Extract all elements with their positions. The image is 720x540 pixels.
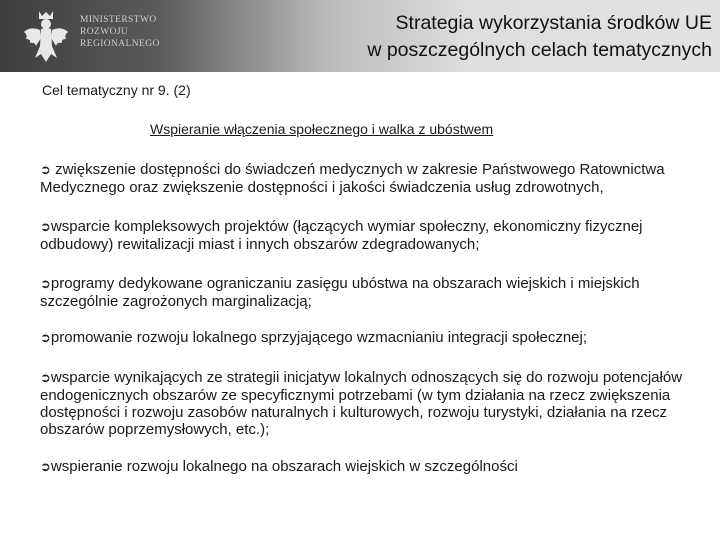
list-item <box>40 218 690 253</box>
list-item-text: zwiększenie dostępności do świadczeń medycznych w zakresie Państwowego Ratownictwa Medycznego oraz zwiększenie dostępności i jakości świadczenia usług zdrowotnych, <box>40 161 665 196</box>
list-item-text: programy dedykowane ograniczaniu zasięgu ubóstwa na obszarach wiejskich i miejskich szczególnie zagrożonych marginalizacją; <box>40 275 640 310</box>
arrow-right-icon: ➲ <box>40 460 51 475</box>
list-item <box>40 329 690 347</box>
section-title: Wspieranie włączenia społecznego i walka z ubóstwem <box>150 121 494 137</box>
ministry-name <box>80 14 190 50</box>
arrow-right-icon: ➲ <box>40 331 51 346</box>
ministry-line: REGIONALNEGO <box>80 39 160 49</box>
arrow-right-icon: ➲ <box>40 163 51 178</box>
list-item <box>40 161 690 196</box>
list-item <box>40 275 690 310</box>
ministry-line: MINISTERSTWO <box>80 15 157 25</box>
ministry-line: ROZWOJU <box>80 27 129 37</box>
list-item-text: wspieranie rozwoju lokalnego na obszarach wiejskich w szczególności <box>50 458 518 475</box>
list-item-text: promowanie rozwoju lokalnego sprzyjającego wzmacnianiu integracji społecznej; <box>50 329 588 346</box>
list-item <box>40 458 690 476</box>
page-title-line: w poszczególnych celach tematycznych <box>367 39 712 61</box>
thematic-goal-label: Cel tematyczny nr 9. (2) <box>42 82 191 98</box>
page-title-line: Strategia wykorzystania środków UE <box>395 12 712 34</box>
bullet-list <box>40 161 690 476</box>
arrow-right-icon: ➲ <box>40 220 51 235</box>
arrow-right-icon: ➲ <box>40 371 51 386</box>
list-item-text: wsparcie wynikających ze strategii inicjatyw lokalnych odnoszących się do rozwoju potencjałów endogenicznych obszarów ze specyficznymi potrzebami (w tym działania na rzecz zwiększenia dostępności i rozwoju zasobów naturalnych i kulturowych, rozwoju turystyki, działania na rzecz obszarów poprzemysłowych, etc.); <box>40 369 683 438</box>
header-banner <box>0 0 720 72</box>
arrow-right-icon: ➲ <box>40 277 51 292</box>
list-item <box>40 369 690 438</box>
list-item-text: wsparcie kompleksowych projektów (łączących wymiar społeczny, ekonomiczny fizycznej odbudowy) rewitalizacji miast i innych obszarów zdegradowanych; <box>40 218 643 253</box>
page-title <box>252 10 712 64</box>
eagle-emblem-icon <box>22 8 70 64</box>
